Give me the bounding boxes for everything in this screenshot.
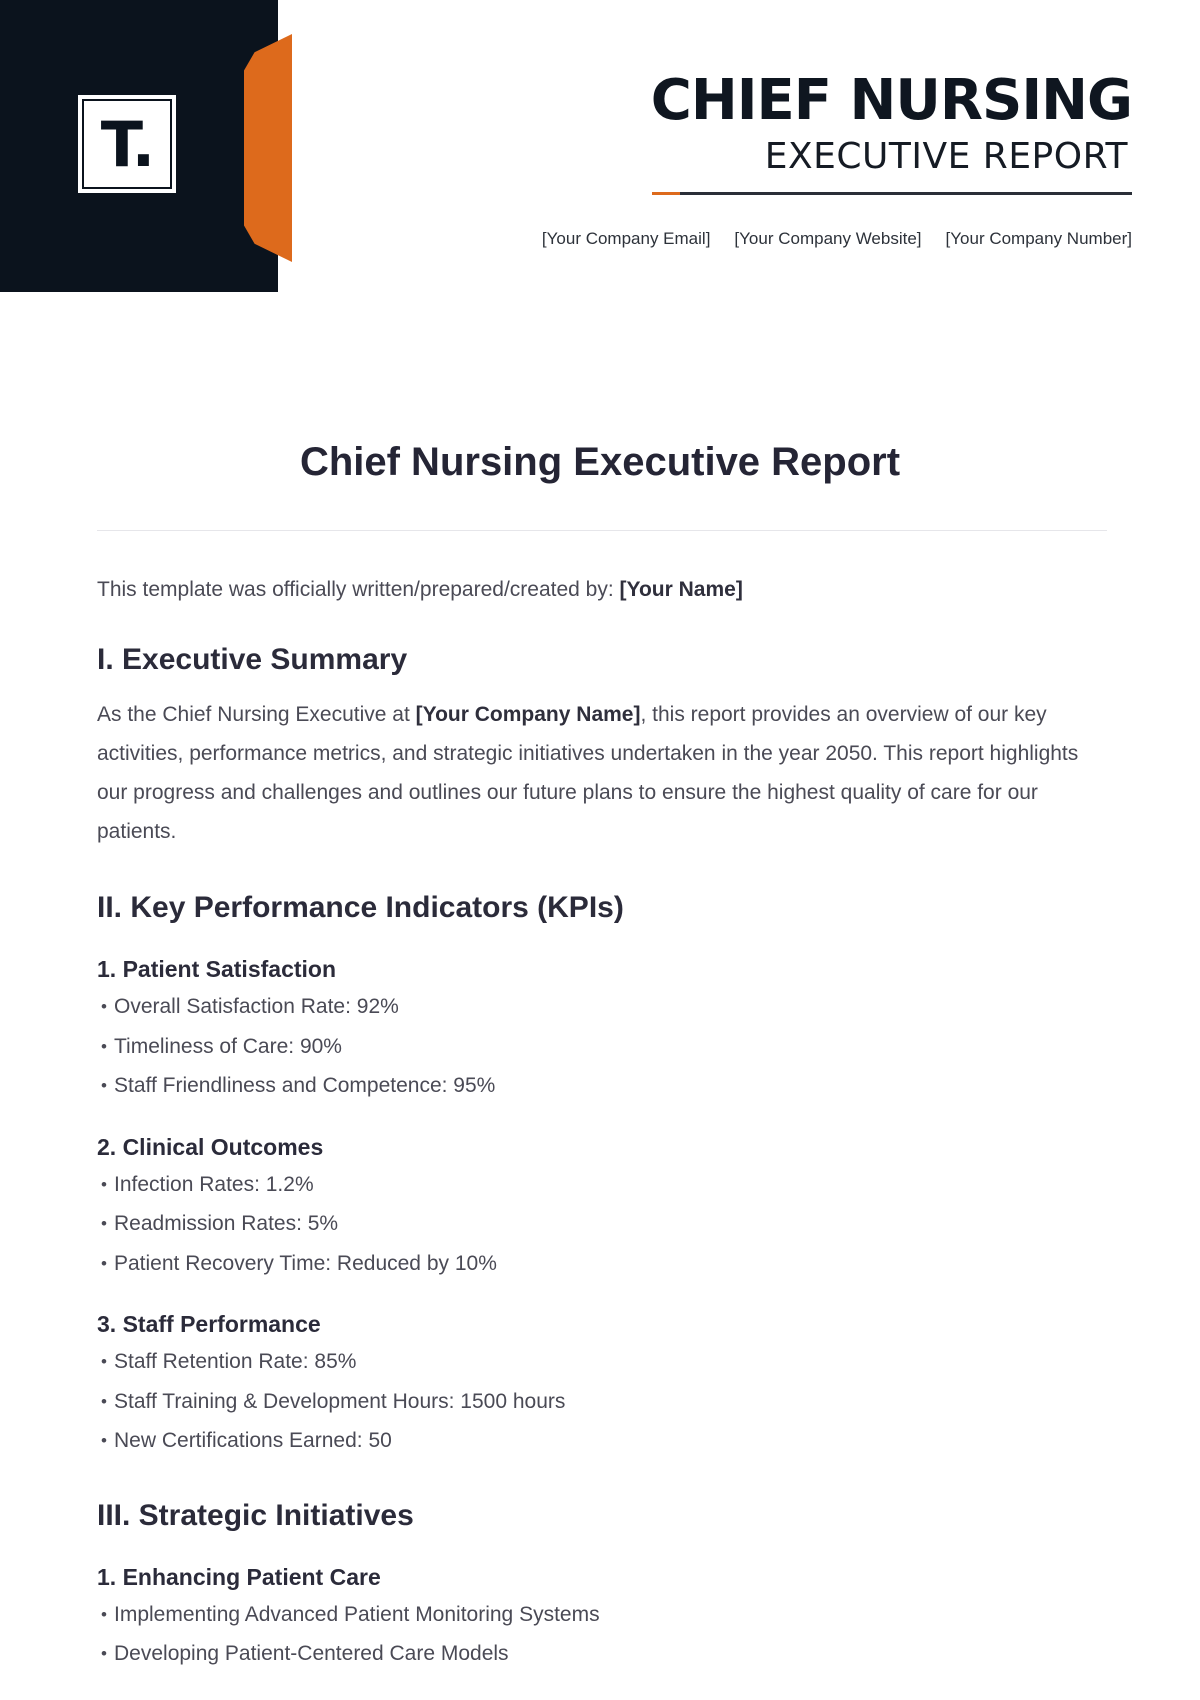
- header-subtitle: EXECUTIVE REPORT: [764, 136, 1128, 177]
- company-logo: [78, 95, 176, 193]
- section-heading-executive-summary: I. Executive Summary: [97, 643, 408, 676]
- list-item: • New Certifications Earned: 50: [97, 1421, 1107, 1461]
- document-title: Chief Nursing Executive Report: [299, 440, 901, 484]
- list-item: • Staff Friendliness and Competence: 95%: [97, 1066, 1107, 1106]
- list-item: • Readmission Rates: 5%: [97, 1204, 1107, 1244]
- author-name: [Your Name]: [619, 578, 743, 601]
- initiative-list-patient-care: [97, 1595, 1107, 1674]
- author-prefix: This template was officially written/prepared/created by:: [97, 578, 620, 601]
- executive-summary-paragraph: [97, 695, 1107, 851]
- list-item: • Overall Satisfaction Rate: 92%: [97, 987, 1107, 1027]
- logo-accent-tab: [244, 34, 292, 262]
- kpi-group-title: 1. Patient Satisfaction: [97, 956, 337, 982]
- company-name: [Your Company Name]: [415, 703, 641, 726]
- summary-text-end: , this report provides an overview of our key activities, performance metrics, and strategic initiatives undertaken in the year 2050. This report highlights our progress and challenges and outlines our future plans to ensure the highest quality of care for our patients.: [97, 703, 1079, 843]
- header-divider: [652, 192, 1132, 195]
- title-divider: [97, 530, 1107, 531]
- section-heading-kpis: II. Key Performance Indicators (KPIs): [97, 891, 624, 924]
- kpi-list-clinical-outcomes: [97, 1165, 1107, 1284]
- list-item: • Staff Training & Development Hours: 1500 hours: [97, 1382, 1107, 1422]
- author-line: [97, 570, 1107, 609]
- company-number: [Your Company Number]: [945, 229, 1132, 248]
- list-item: • Implementing Advanced Patient Monitoring Systems: [97, 1595, 1107, 1635]
- company-email: [Your Company Email]: [541, 229, 711, 248]
- logo-letter: T.: [100, 107, 154, 181]
- section-heading-strategic-initiatives: III. Strategic Initiatives: [97, 1498, 414, 1532]
- initiative-group-title: 1. Enhancing Patient Care: [97, 1563, 381, 1590]
- company-website: [Your Company Website]: [734, 229, 922, 248]
- kpi-group-title: 2. Clinical Outcomes: [97, 1133, 324, 1160]
- summary-text-start: As the Chief Nursing Executive at: [97, 703, 416, 726]
- document-body: [97, 570, 1107, 1674]
- kpi-list-staff-performance: [97, 1342, 1107, 1461]
- list-item: • Staff Retention Rate: 85%: [97, 1342, 1107, 1382]
- kpi-list-patient-satisfaction: [97, 987, 1107, 1106]
- list-item: • Developing Patient-Centered Care Models: [97, 1634, 1107, 1674]
- list-item: • Timeliness of Care: 90%: [97, 1027, 1107, 1067]
- list-item: • Patient Recovery Time: Reduced by 10%: [97, 1244, 1107, 1284]
- contact-info: [542, 229, 1132, 249]
- header-title: CHIEF NURSING: [650, 68, 1132, 133]
- kpi-group-title: 3. Staff Performance: [97, 1311, 321, 1337]
- list-item: • Infection Rates: 1.2%: [97, 1165, 1107, 1205]
- header-divider-accent: [652, 192, 680, 195]
